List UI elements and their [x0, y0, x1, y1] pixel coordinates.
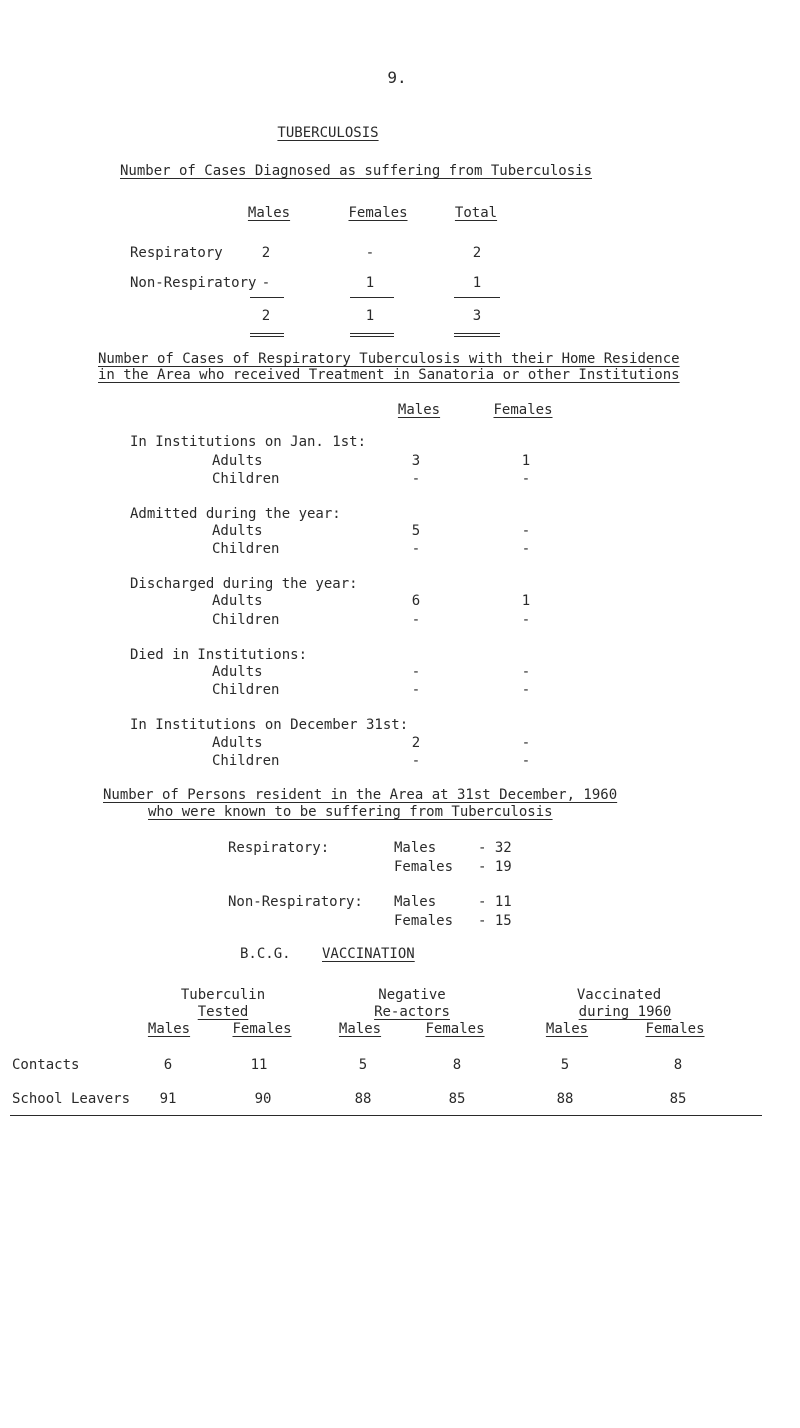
sec1-total-rule — [454, 336, 500, 337]
sec1-header-total: Total — [454, 205, 498, 221]
sec2-row-label: Children — [212, 471, 280, 487]
sec1-total-rule — [454, 333, 500, 334]
sec1-row-label: Respiratory — [130, 245, 223, 261]
sec1-cell: 1 — [472, 275, 482, 291]
sec4-sub-header: Males — [338, 1021, 382, 1037]
sec2-cell: 3 — [411, 453, 421, 469]
sec2-header-females: Females — [493, 402, 553, 418]
sec4-cell: 91 — [159, 1091, 177, 1107]
sec1-total-rule — [250, 336, 284, 337]
sec2-row-label: Adults — [212, 664, 263, 680]
sec1-subtotal-rule — [350, 297, 394, 298]
sec2-cell: - — [411, 753, 421, 769]
sec2-row-label: Children — [212, 612, 280, 628]
sec2-row-label: Adults — [212, 593, 263, 609]
sec2-cell: 2 — [411, 735, 421, 751]
sec2-group-label: Admitted during the year: — [130, 506, 341, 522]
sec4-cell: 6 — [163, 1057, 173, 1073]
sec1-cell: 2 — [472, 245, 482, 261]
sec2-cell: 1 — [521, 593, 531, 609]
sec2-row-label: Children — [212, 541, 280, 557]
sec1-subtotal-rule — [454, 297, 500, 298]
sec2-cell: - — [521, 471, 531, 487]
sec1-header-females: Females — [348, 205, 408, 221]
sec2-cell: - — [521, 664, 531, 680]
sec4-cell: 8 — [452, 1057, 462, 1073]
sec2-cell: - — [411, 682, 421, 698]
page-title: TUBERCULOSIS — [277, 125, 379, 141]
sec4-sub-header: Females — [645, 1021, 705, 1037]
page-number: 9. — [387, 68, 407, 87]
sec2-group-label: Discharged during the year: — [130, 576, 358, 592]
sec1-header-males: Males — [247, 205, 291, 221]
sec2-row-label: Adults — [212, 523, 263, 539]
sec2-cell: - — [521, 523, 531, 539]
sec3-sex: Males — [394, 894, 437, 910]
sec4-group-header: Tuberculin — [180, 987, 266, 1003]
sec4-group-header: Negative — [378, 987, 446, 1003]
sec2-heading: in the Area who received Treatment in Sanatoria or other Institutions — [98, 367, 680, 383]
sec2-group-label: In Institutions on December 31st: — [130, 717, 409, 733]
sec3-category: Respiratory: — [228, 840, 330, 856]
sec4-sub-header: Males — [147, 1021, 191, 1037]
sec4-sub-header: Females — [232, 1021, 292, 1037]
sec1-total-cell: 3 — [472, 308, 482, 324]
sec3-value: - 15 — [478, 913, 512, 929]
sec1-cell: 1 — [365, 275, 375, 291]
sec2-header-males: Males — [397, 402, 441, 418]
sec3-value: - 19 — [478, 859, 512, 875]
sec1-row-label: Non-Respiratory — [130, 275, 257, 291]
sec2-cell: - — [521, 612, 531, 628]
sec2-cell: - — [521, 735, 531, 751]
sec2-heading: Number of Cases of Respiratory Tuberculosis with their Home Residence — [98, 351, 680, 367]
sec2-cell: - — [411, 541, 421, 557]
sec3-heading: Number of Persons resident in the Area at 31st December, 1960 — [103, 787, 618, 803]
sec4-heading-prefix: B.C.G. — [240, 946, 291, 962]
sec4-row-label: Contacts — [12, 1057, 80, 1073]
sec1-total-cell: 1 — [365, 308, 375, 324]
bottom-rule — [10, 1115, 762, 1116]
sec4-sub-header: Females — [425, 1021, 485, 1037]
sec2-row-label: Adults — [212, 453, 263, 469]
sec2-row-label: Adults — [212, 735, 263, 751]
sec4-sub-header: Males — [545, 1021, 589, 1037]
sec3-sex: Females — [394, 859, 454, 875]
sec1-cell: - — [365, 245, 375, 261]
sec1-cell: 2 — [261, 245, 271, 261]
sec1-subtotal-rule — [250, 297, 284, 298]
sec2-cell: 1 — [521, 453, 531, 469]
sec2-group-label: In Institutions on Jan. 1st: — [130, 434, 367, 450]
sec4-heading: VACCINATION — [322, 946, 415, 962]
sec1-total-rule — [350, 333, 394, 334]
sec3-category: Non-Respiratory: — [228, 894, 363, 910]
sec4-cell: 85 — [669, 1091, 687, 1107]
sec2-cell: - — [521, 682, 531, 698]
sec4-group-header: during 1960 — [578, 1004, 672, 1020]
sec2-cell: 5 — [411, 523, 421, 539]
sec4-row-label: School Leavers — [12, 1091, 131, 1107]
sec2-row-label: Children — [212, 753, 280, 769]
sec4-cell: 90 — [254, 1091, 272, 1107]
sec4-cell: 88 — [556, 1091, 574, 1107]
sec1-total-rule — [250, 333, 284, 334]
sec4-group-header: Re-actors — [374, 1004, 450, 1020]
sec2-cell: 6 — [411, 593, 421, 609]
sec4-cell: 88 — [354, 1091, 372, 1107]
sec4-cell: 11 — [250, 1057, 268, 1073]
sec1-total-cell: 2 — [261, 308, 271, 324]
sec4-group-header: Vaccinated — [576, 987, 662, 1003]
sec1-total-rule — [350, 336, 394, 337]
sec2-cell: - — [411, 471, 421, 487]
sec2-row-label: Children — [212, 682, 280, 698]
sec3-heading: who were known to be suffering from Tuberculosis — [148, 804, 553, 820]
sec1-cell: - — [261, 275, 271, 291]
sec3-value: - 11 — [478, 894, 512, 910]
sec2-cell: - — [411, 612, 421, 628]
sec4-group-header: Tested — [197, 1004, 249, 1020]
sec2-cell: - — [521, 541, 531, 557]
sec4-cell: 85 — [448, 1091, 466, 1107]
sec2-cell: - — [521, 753, 531, 769]
sec2-cell: - — [411, 664, 421, 680]
sec1-heading: Number of Cases Diagnosed as suffering from Tuberculosis — [120, 163, 593, 179]
sec3-value: - 32 — [478, 840, 512, 856]
sec3-sex: Females — [394, 913, 454, 929]
sec4-cell: 8 — [673, 1057, 683, 1073]
sec4-cell: 5 — [358, 1057, 368, 1073]
sec3-sex: Males — [394, 840, 437, 856]
sec4-cell: 5 — [560, 1057, 570, 1073]
sec2-group-label: Died in Institutions: — [130, 647, 308, 663]
